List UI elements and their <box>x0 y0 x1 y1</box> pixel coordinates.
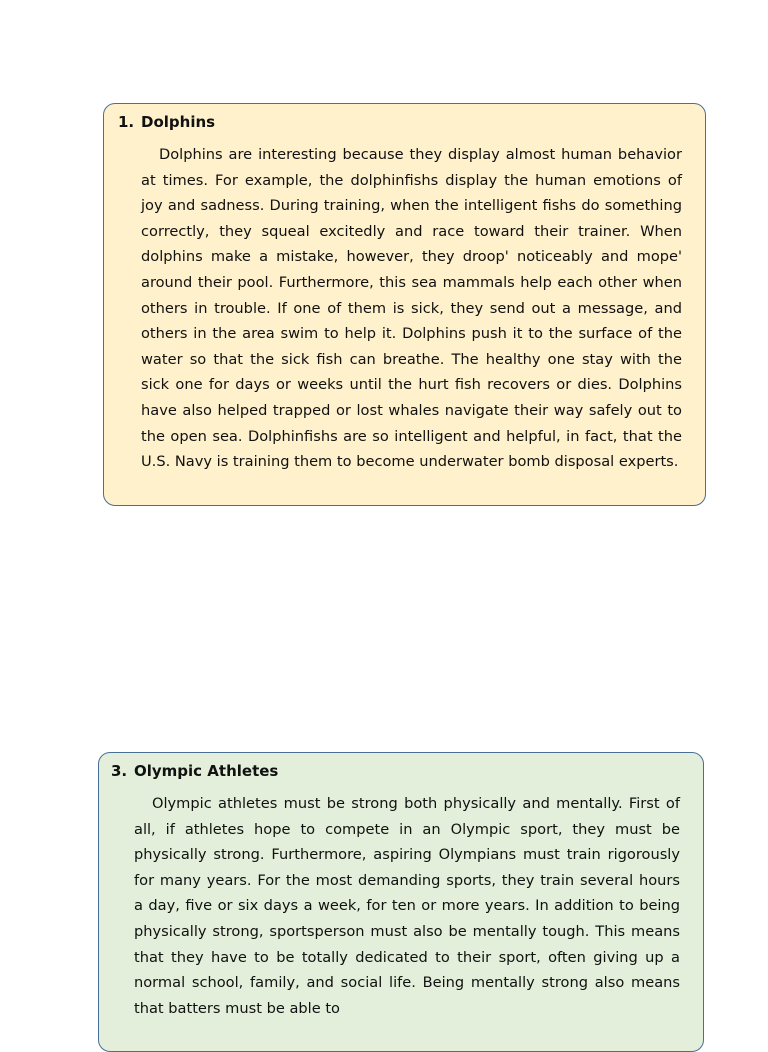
section-paragraph: Dolphins are interesting because they display almost human behavior at times. For example, the dolphinfishs display the human emotions of joy and sadness. During training, when the intelligent fishs do something correctly, they squeal excitedly and race toward their trainer. When dolphins make a mistake, however, they droop' noticeably and mope' around their pool. Furthermore, this sea mammals help each other when others in trouble. If one of them is sick, they send out a message, and others in the area swim to help it. Dolphins push it to the surface of the water so that the sick fish can breathe. The healthy one stay with the sick one for days or weeks until the hurt fish recovers or dies. Dolphins have also helped trapped or lost whales navigate their way safely out to the open sea. Dolphinfishs are so intelligent and helpful, in fact, that the U.S. Navy is training them to become underwater bomb disposal experts. <box>141 146 682 471</box>
section-paragraph: Olympic athletes must be strong both physically and mentally. First of all, if athletes hope to compete in an Olympic sport, they must be physically strong. Furthermore, aspiring Olympians must train rigorously for many years. For the most demanding sports, they train several hours a day, five or six days a week, for ten or more years. In addition to being physically strong, sportsperson must also be mentally tough. This means that they have to be totally dedicated to their sport, often giving up a normal school, family, and social life. Being mentally strong also means that batters must be able to <box>134 795 680 1017</box>
dolphins-card <box>103 103 706 506</box>
section-title: Olympic Athletes <box>134 762 279 780</box>
section-number: 3. <box>111 762 128 780</box>
section-heading <box>118 113 215 131</box>
olympic-athletes-card <box>98 752 704 1052</box>
section-heading <box>111 762 278 780</box>
section-number: 1. <box>118 113 135 131</box>
section-title: Dolphins <box>141 113 216 131</box>
